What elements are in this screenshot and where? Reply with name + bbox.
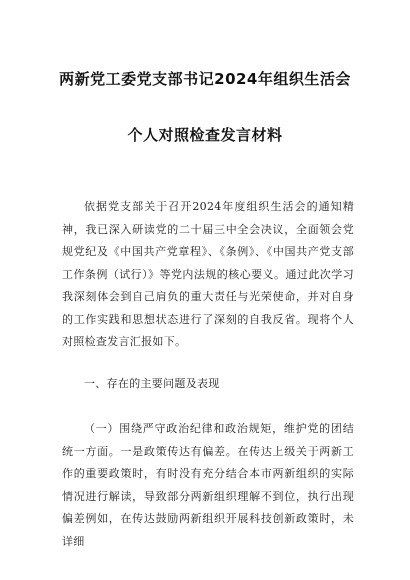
document-subtitle: 个人对照检查发言材料 (127, 126, 283, 144)
section-heading: 一、存在的主要问题及表现 (84, 377, 220, 390)
issue-paragraph: （一）围绕严守政治纪律和政治规矩，维护党的团结统一方面。一是政策传达有偏差。在传达上级关于两新工作的重要政策时，有时没有充分结合本市两新组织的实际情况进行解读，导致部分两新组织理解不到位，执行出现偏差例如，在传达鼓励两新组织开展科技创新政策时，未详细 (62, 422, 354, 548)
document-title: 两新党工委党支部书记2024年组织生活会 (59, 70, 351, 88)
intro-paragraph: 依据党支部关于召开2024年度组织生活会的通知精神，我已深入研读党的二十届三中全会决议，全面领会党规党纪及《中国共产党章程》、《条例》、《中国共产党支部工作条例（试行）》等党内法规的核心要义。通过此次学习我深刻体会到自己肩负的重大责任与光荣使命，并对自身的工作实践和思想状态进行了深刻的自我反省。现将个人对照检查发言汇报如下。 (62, 200, 354, 348)
